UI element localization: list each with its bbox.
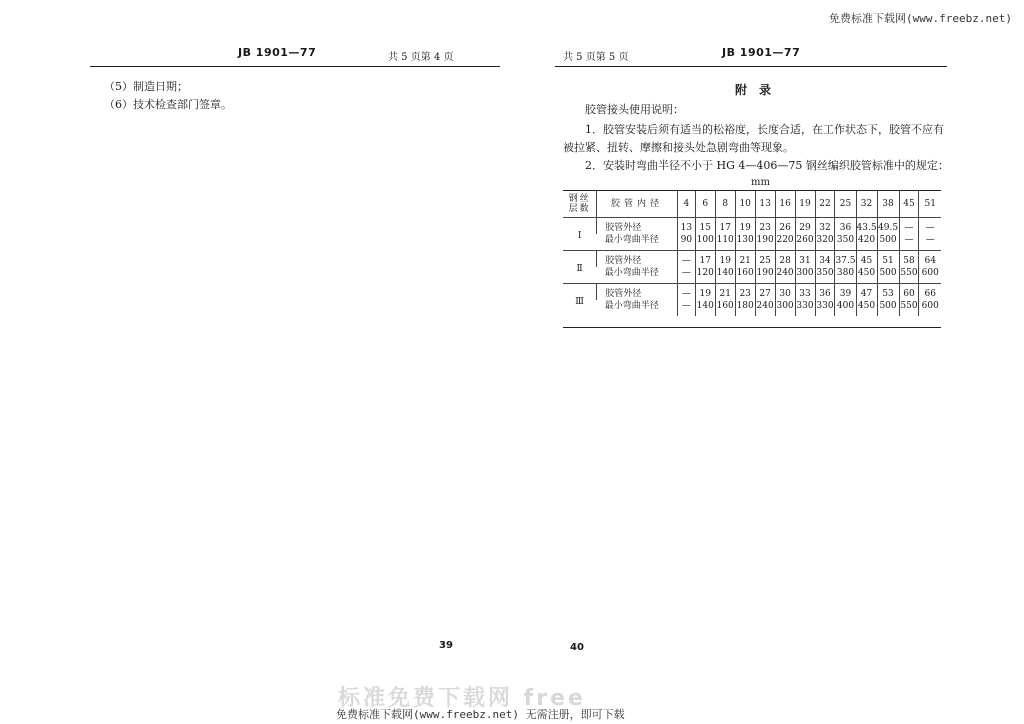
value-cell: 28 bbox=[775, 251, 795, 268]
value-cell: 240 bbox=[755, 300, 775, 316]
right-header-code: JB 1901—77 bbox=[722, 46, 801, 59]
header-inner-diameter: 胶管内径 bbox=[597, 191, 678, 218]
value-cell: 17 bbox=[715, 218, 735, 235]
value-cell: 31 bbox=[795, 251, 815, 268]
table-row bbox=[563, 234, 941, 251]
left-header-page: 共 5 页第 4 页 bbox=[388, 52, 454, 63]
row-label: 最小弯曲半径 bbox=[597, 234, 678, 251]
id-cell: 19 bbox=[795, 191, 815, 218]
value-cell: 60 bbox=[899, 284, 919, 301]
layer-cell: Ⅱ bbox=[563, 251, 597, 284]
value-cell: 500 bbox=[877, 267, 899, 284]
appendix-intro: 胶管接头使用说明： bbox=[585, 103, 684, 116]
value-cell: 58 bbox=[899, 251, 919, 268]
id-cell: 8 bbox=[715, 191, 735, 218]
value-cell: 600 bbox=[919, 267, 941, 284]
value-cell: 220 bbox=[775, 234, 795, 251]
value-cell: 120 bbox=[695, 267, 715, 284]
left-header-rule bbox=[90, 66, 500, 67]
value-cell: 190 bbox=[755, 234, 775, 251]
row-label: 最小弯曲半径 bbox=[604, 301, 659, 311]
row-label: 最小弯曲半径 bbox=[597, 267, 678, 284]
value-cell: 550 bbox=[899, 267, 919, 284]
value-cell: 300 bbox=[775, 300, 795, 316]
value-cell: 32 bbox=[815, 218, 835, 235]
table-row bbox=[563, 251, 941, 268]
value-cell: — bbox=[899, 218, 919, 235]
value-cell: 27 bbox=[755, 284, 775, 301]
value-cell: 23 bbox=[755, 218, 775, 235]
value-cell: 500 bbox=[877, 234, 899, 251]
id-cell: 38 bbox=[877, 191, 899, 218]
value-cell: 350 bbox=[815, 267, 835, 284]
value-cell: 180 bbox=[735, 300, 755, 316]
right-page-number: 40 bbox=[570, 642, 584, 653]
appendix-para2: 2．安装时弯曲半径不小于 HG 4—406—75 钢丝编织胶管标准中的规定： bbox=[585, 159, 949, 172]
value-cell: 320 bbox=[815, 234, 835, 251]
value-cell: — bbox=[919, 218, 941, 235]
value-cell: 330 bbox=[815, 300, 835, 316]
value-cell: 64 bbox=[919, 251, 941, 268]
watermark-top: 免费标准下载网(www.freebz.net) bbox=[829, 12, 1012, 25]
value-cell: — bbox=[677, 267, 695, 284]
value-cell: 23 bbox=[735, 284, 755, 301]
value-cell: 66 bbox=[919, 284, 941, 301]
value-cell: — bbox=[677, 300, 695, 316]
value-cell: 240 bbox=[775, 267, 795, 284]
table-bottom-rule bbox=[563, 327, 941, 328]
value-cell: 29 bbox=[795, 218, 815, 235]
left-header-code: JB 1901—77 bbox=[238, 46, 317, 59]
value-cell: 15 bbox=[695, 218, 715, 235]
value-cell: 30 bbox=[775, 284, 795, 301]
value-cell: 17 bbox=[695, 251, 715, 268]
layer-cell: Ⅲ bbox=[575, 297, 584, 307]
value-cell: 330 bbox=[795, 300, 815, 316]
id-cell: 10 bbox=[735, 191, 755, 218]
value-cell: — bbox=[677, 284, 695, 301]
id-cell: 32 bbox=[856, 191, 877, 218]
value-cell: 450 bbox=[856, 300, 877, 316]
left-line-2: （6）技术检查部门签章。 bbox=[104, 98, 232, 111]
layer-cell: Ⅰ bbox=[563, 218, 597, 251]
value-cell: 33 bbox=[795, 284, 815, 301]
row-label: 胶管外径 bbox=[597, 251, 678, 268]
id-cell: 22 bbox=[815, 191, 835, 218]
value-cell: 47 bbox=[856, 284, 877, 301]
value-cell: 100 bbox=[695, 234, 715, 251]
value-cell: — bbox=[919, 234, 941, 251]
watermark-bottom: 免费标准下载网(www.freebz.net) 无需注册，即可下载 bbox=[336, 708, 625, 721]
value-cell: 500 bbox=[877, 300, 899, 316]
value-cell: 420 bbox=[856, 234, 877, 251]
row-label: 胶管外径 bbox=[597, 218, 678, 235]
value-cell: 36 bbox=[835, 218, 856, 235]
value-cell: 450 bbox=[856, 267, 877, 284]
left-page-number: 39 bbox=[439, 640, 453, 651]
value-cell: 300 bbox=[795, 267, 815, 284]
id-cell: 4 bbox=[677, 191, 695, 218]
appendix-para1-line2: 被拉紧、扭转、摩擦和接头处急剧弯曲等现象。 bbox=[563, 141, 794, 154]
value-cell: 160 bbox=[735, 267, 755, 284]
value-cell: 19 bbox=[715, 251, 735, 268]
value-cell: 260 bbox=[795, 234, 815, 251]
value-cell: 53 bbox=[877, 284, 899, 301]
faded-footer-text: 标准免费下载网 free bbox=[338, 686, 586, 711]
value-cell: 21 bbox=[715, 284, 735, 301]
value-cell: 49.5 bbox=[877, 218, 899, 235]
value-cell: 140 bbox=[695, 300, 715, 316]
value-cell: 37.5 bbox=[835, 251, 856, 268]
value-cell: 39 bbox=[835, 284, 856, 301]
id-cell: 25 bbox=[835, 191, 856, 218]
table-row bbox=[563, 218, 941, 235]
value-cell: 140 bbox=[715, 267, 735, 284]
value-cell: 160 bbox=[715, 300, 735, 316]
value-cell: 25 bbox=[755, 251, 775, 268]
id-cell: 13 bbox=[755, 191, 775, 218]
bend-radius-table bbox=[563, 191, 941, 316]
table-header-row bbox=[563, 191, 941, 218]
table-row bbox=[563, 284, 941, 301]
id-cell: 6 bbox=[695, 191, 715, 218]
table-row bbox=[563, 267, 941, 284]
value-cell: 36 bbox=[815, 284, 835, 301]
value-cell: 34 bbox=[815, 251, 835, 268]
left-line-1: （5）制造日期； bbox=[104, 80, 188, 93]
value-cell: 19 bbox=[735, 218, 755, 235]
value-cell: 45 bbox=[856, 251, 877, 268]
id-cell: 51 bbox=[919, 191, 941, 218]
table-unit: mm bbox=[751, 177, 770, 188]
value-cell: 600 bbox=[919, 300, 941, 316]
id-cell: 16 bbox=[775, 191, 795, 218]
value-cell: 13 bbox=[677, 218, 695, 235]
value-cell: 21 bbox=[735, 251, 755, 268]
table-row bbox=[563, 300, 941, 316]
value-cell: 130 bbox=[735, 234, 755, 251]
header-layers: 钢丝层数 bbox=[563, 191, 597, 218]
id-cell: 45 bbox=[899, 191, 919, 218]
value-cell: — bbox=[677, 251, 695, 268]
value-cell: 43.5 bbox=[856, 218, 877, 235]
right-header-page: 共 5 页第 5 页 bbox=[563, 52, 629, 63]
value-cell: 380 bbox=[835, 267, 856, 284]
value-cell: 190 bbox=[755, 267, 775, 284]
value-cell: 400 bbox=[835, 300, 856, 316]
value-cell: 90 bbox=[677, 234, 695, 251]
appendix-title: 附录 bbox=[735, 83, 784, 97]
value-cell: 26 bbox=[775, 218, 795, 235]
value-cell: 19 bbox=[695, 284, 715, 301]
row-label: 胶管外径 bbox=[597, 284, 678, 301]
value-cell: 550 bbox=[899, 300, 919, 316]
value-cell: 51 bbox=[877, 251, 899, 268]
value-cell: 110 bbox=[715, 234, 735, 251]
right-header-rule bbox=[555, 66, 947, 67]
value-cell: 350 bbox=[835, 234, 856, 251]
appendix-para1-line1: 1．胶管安装后须有适当的松裕度，长度合适，在工作状态下，胶管不应有 bbox=[585, 123, 944, 136]
value-cell: — bbox=[899, 234, 919, 251]
